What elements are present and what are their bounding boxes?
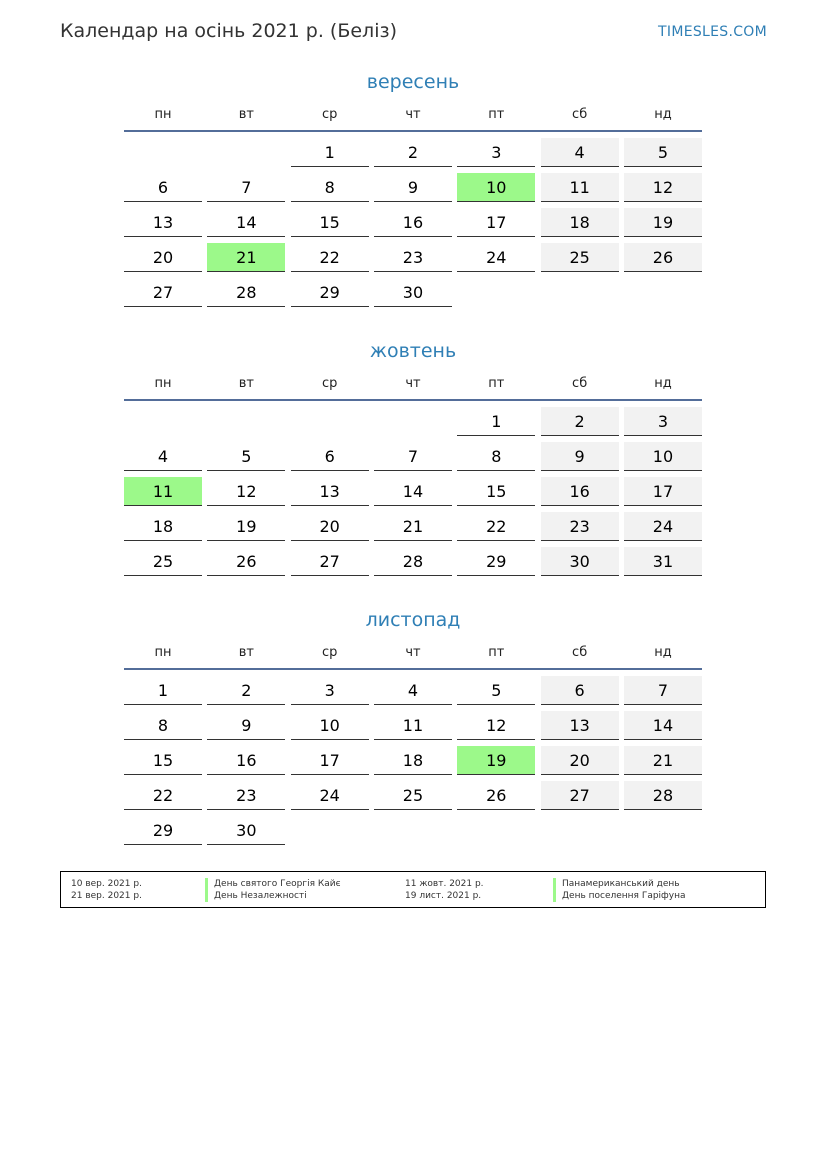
- day-cell: 7: [207, 173, 285, 202]
- day-cell: 19: [624, 208, 702, 237]
- day-cell: 23: [374, 243, 452, 272]
- holiday-day-cell: 10: [457, 173, 535, 202]
- day-cell: 16: [207, 746, 285, 775]
- day-cell: 24: [457, 243, 535, 272]
- day-cell: 23: [207, 781, 285, 810]
- day-cell: 9: [374, 173, 452, 202]
- weekday-header: [124, 375, 702, 401]
- day-cell: 28: [624, 781, 702, 810]
- holiday-day-cell: 21: [207, 243, 285, 272]
- legend-item: [405, 878, 745, 890]
- day-cell: 3: [291, 676, 369, 705]
- weekday-label: пт: [488, 376, 505, 391]
- day-cell: 6: [124, 173, 202, 202]
- day-cell: 7: [624, 676, 702, 705]
- day-cell: 3: [624, 407, 702, 436]
- legend-name: День поселення Гаріфуна: [553, 890, 685, 902]
- day-cell: 4: [541, 138, 619, 167]
- day-cell: 12: [457, 711, 535, 740]
- day-cell: 1: [124, 676, 202, 705]
- day-cell: 1: [291, 138, 369, 167]
- day-cell: 26: [207, 547, 285, 576]
- empty-cell: [207, 138, 285, 167]
- day-cell: 2: [541, 407, 619, 436]
- days-grid: [124, 676, 702, 845]
- day-cell: 30: [207, 816, 285, 845]
- days-grid: [124, 407, 702, 576]
- weekday-label: ср: [321, 107, 338, 122]
- day-cell: 1: [457, 407, 535, 436]
- day-cell: 14: [624, 711, 702, 740]
- day-cell: 18: [541, 208, 619, 237]
- weekday-label: нд: [654, 376, 672, 391]
- month-name: жовтень: [369, 340, 457, 362]
- days-grid: [124, 138, 702, 307]
- weekday-label: чт: [405, 107, 421, 122]
- month-name: вересень: [366, 71, 460, 93]
- day-cell: 2: [207, 676, 285, 705]
- day-cell: 26: [457, 781, 535, 810]
- day-cell: 28: [207, 278, 285, 307]
- day-cell: 6: [291, 442, 369, 471]
- weekday-label: сб: [572, 645, 588, 660]
- day-cell: 12: [624, 173, 702, 202]
- day-cell: 22: [291, 243, 369, 272]
- weekday-label: нд: [654, 107, 672, 122]
- month-september: [124, 68, 702, 307]
- day-cell: 3: [457, 138, 535, 167]
- day-cell: 8: [457, 442, 535, 471]
- day-cell: 11: [541, 173, 619, 202]
- day-cell: 15: [291, 208, 369, 237]
- day-cell: 6: [541, 676, 619, 705]
- day-cell: 25: [541, 243, 619, 272]
- empty-cell: [124, 407, 202, 436]
- day-cell: 9: [541, 442, 619, 471]
- brand-link[interactable]: TIMESLES.COM: [658, 24, 767, 40]
- day-cell: 20: [541, 746, 619, 775]
- legend-date: 21 вер. 2021 р.: [71, 891, 142, 901]
- weekday-label: ср: [321, 645, 338, 660]
- weekday-header: [124, 644, 702, 670]
- day-cell: 22: [457, 512, 535, 541]
- day-cell: 13: [291, 477, 369, 506]
- month-october: [124, 337, 702, 576]
- empty-cell: [124, 138, 202, 167]
- weekday-header: [124, 106, 702, 132]
- day-cell: 21: [374, 512, 452, 541]
- day-cell: 31: [624, 547, 702, 576]
- legend-name: Панамериканський день: [553, 878, 680, 890]
- day-cell: 17: [624, 477, 702, 506]
- day-cell: 29: [124, 816, 202, 845]
- day-cell: 13: [124, 208, 202, 237]
- day-cell: 2: [374, 138, 452, 167]
- day-cell: 8: [291, 173, 369, 202]
- day-cell: 27: [541, 781, 619, 810]
- day-cell: 25: [374, 781, 452, 810]
- day-cell: 17: [457, 208, 535, 237]
- weekday-label: нд: [654, 645, 672, 660]
- day-cell: 5: [457, 676, 535, 705]
- weekday-label: вт: [238, 645, 254, 660]
- day-cell: 18: [124, 512, 202, 541]
- day-cell: 9: [207, 711, 285, 740]
- day-cell: 4: [124, 442, 202, 471]
- legend-date: 11 жовт. 2021 р.: [405, 879, 484, 889]
- weekday-label: пн: [154, 107, 172, 122]
- day-cell: 5: [207, 442, 285, 471]
- day-cell: 7: [374, 442, 452, 471]
- day-cell: 24: [291, 781, 369, 810]
- day-cell: 20: [291, 512, 369, 541]
- day-cell: 29: [457, 547, 535, 576]
- legend-name: День святого Георгія Кайє: [205, 878, 341, 890]
- weekday-label: пн: [154, 645, 172, 660]
- page-title: Календар на осінь 2021 р. (Беліз): [60, 20, 397, 42]
- weekday-label: ср: [321, 376, 338, 391]
- day-cell: 29: [291, 278, 369, 307]
- day-cell: 12: [207, 477, 285, 506]
- weekday-label: пт: [488, 645, 505, 660]
- day-cell: 5: [624, 138, 702, 167]
- empty-cell: [291, 407, 369, 436]
- weekday-label: чт: [405, 376, 421, 391]
- day-cell: 15: [124, 746, 202, 775]
- weekday-label: сб: [572, 376, 588, 391]
- holiday-legend: [60, 871, 766, 908]
- day-cell: 21: [624, 746, 702, 775]
- month-name: листопад: [365, 609, 461, 631]
- day-cell: 14: [207, 208, 285, 237]
- weekday-label: пн: [154, 376, 172, 391]
- day-cell: 10: [624, 442, 702, 471]
- legend-item: [71, 890, 391, 902]
- legend-date: 10 вер. 2021 р.: [71, 879, 142, 889]
- day-cell: 26: [624, 243, 702, 272]
- day-cell: 19: [207, 512, 285, 541]
- day-cell: 28: [374, 547, 452, 576]
- day-cell: 8: [124, 711, 202, 740]
- empty-cell: [207, 407, 285, 436]
- legend-date: 19 лист. 2021 р.: [405, 891, 482, 901]
- weekday-label: чт: [405, 645, 421, 660]
- day-cell: 16: [374, 208, 452, 237]
- month-november: [124, 606, 702, 845]
- day-cell: 14: [374, 477, 452, 506]
- day-cell: 30: [541, 547, 619, 576]
- day-cell: 11: [374, 711, 452, 740]
- empty-cell: [374, 407, 452, 436]
- day-cell: 17: [291, 746, 369, 775]
- day-cell: 22: [124, 781, 202, 810]
- day-cell: 10: [291, 711, 369, 740]
- weekday-label: сб: [572, 107, 588, 122]
- day-cell: 13: [541, 711, 619, 740]
- weekday-label: вт: [238, 107, 254, 122]
- day-cell: 4: [374, 676, 452, 705]
- weekday-label: вт: [238, 376, 254, 391]
- legend-name: День Незалежності: [205, 890, 307, 902]
- day-cell: 18: [374, 746, 452, 775]
- holiday-day-cell: 11: [124, 477, 202, 506]
- day-cell: 15: [457, 477, 535, 506]
- day-cell: 25: [124, 547, 202, 576]
- legend-item: [405, 890, 745, 902]
- day-cell: 16: [541, 477, 619, 506]
- holiday-day-cell: 19: [457, 746, 535, 775]
- day-cell: 23: [541, 512, 619, 541]
- legend-item: [71, 878, 391, 890]
- day-cell: 30: [374, 278, 452, 307]
- day-cell: 20: [124, 243, 202, 272]
- weekday-label: пт: [488, 107, 505, 122]
- day-cell: 27: [124, 278, 202, 307]
- day-cell: 27: [291, 547, 369, 576]
- day-cell: 24: [624, 512, 702, 541]
